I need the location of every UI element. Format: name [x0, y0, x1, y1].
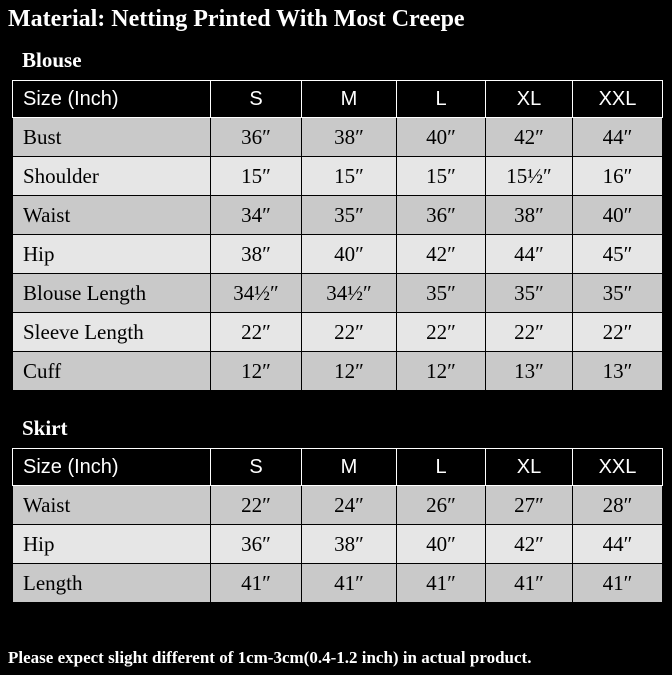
table-cell: 36″ — [211, 118, 302, 157]
table-cell: 42″ — [486, 118, 573, 157]
row-label: Blouse Length — [13, 274, 211, 313]
table-row — [13, 274, 663, 313]
table-cell: 41″ — [397, 564, 486, 603]
table-cell: 40″ — [573, 196, 663, 235]
table-cell: 44″ — [573, 118, 663, 157]
header-size-l: L — [397, 81, 486, 118]
table-cell: 16″ — [573, 157, 663, 196]
table-cell: 41″ — [211, 564, 302, 603]
header-size-label: Size (Inch) — [13, 449, 211, 486]
header-size-s: S — [211, 449, 302, 486]
row-label: Hip — [13, 235, 211, 274]
header-size-l: L — [397, 449, 486, 486]
table-cell: 12″ — [302, 352, 397, 391]
table-cell: 15″ — [211, 157, 302, 196]
header-size-xl: XL — [486, 449, 573, 486]
table-row — [13, 525, 663, 564]
table-cell: 45″ — [573, 235, 663, 274]
table-cell: 44″ — [573, 525, 663, 564]
table-cell: 28″ — [573, 486, 663, 525]
header-size-s: S — [211, 81, 302, 118]
table-cell: 35″ — [397, 274, 486, 313]
row-label: Shoulder — [13, 157, 211, 196]
table-cell: 22″ — [397, 313, 486, 352]
table-cell: 35″ — [302, 196, 397, 235]
row-label: Waist — [13, 486, 211, 525]
table-cell: 22″ — [211, 486, 302, 525]
row-label: Bust — [13, 118, 211, 157]
blouse-section-label: Blouse — [22, 48, 82, 72]
row-label: Hip — [13, 525, 211, 564]
table-cell: 42″ — [397, 235, 486, 274]
table-cell: 24″ — [302, 486, 397, 525]
table-cell: 22″ — [302, 313, 397, 352]
table-cell: 41″ — [486, 564, 573, 603]
table-cell: 15″ — [302, 157, 397, 196]
table-header-row — [13, 81, 663, 118]
table-row — [13, 235, 663, 274]
table-cell: 38″ — [211, 235, 302, 274]
skirt-size-table — [12, 448, 663, 603]
table-cell: 34″ — [211, 196, 302, 235]
header-size-label: Size (Inch) — [13, 81, 211, 118]
table-cell: 13″ — [573, 352, 663, 391]
table-row — [13, 157, 663, 196]
table-cell: 34½″ — [302, 274, 397, 313]
table-row — [13, 313, 663, 352]
skirt-section-label: Skirt — [22, 416, 68, 440]
table-cell: 41″ — [573, 564, 663, 603]
table-cell: 41″ — [302, 564, 397, 603]
table-header-row — [13, 449, 663, 486]
header-size-xxl: XXL — [573, 81, 663, 118]
table-row — [13, 564, 663, 603]
row-label: Sleeve Length — [13, 313, 211, 352]
table-cell: 40″ — [397, 118, 486, 157]
header-size-m: M — [302, 81, 397, 118]
table-cell: 42″ — [486, 525, 573, 564]
table-row — [13, 196, 663, 235]
header-size-m: M — [302, 449, 397, 486]
table-cell: 44″ — [486, 235, 573, 274]
table-cell: 40″ — [302, 235, 397, 274]
table-row — [13, 118, 663, 157]
table-cell: 34½″ — [211, 274, 302, 313]
table-cell: 38″ — [302, 525, 397, 564]
row-label: Length — [13, 564, 211, 603]
table-cell: 22″ — [573, 313, 663, 352]
header-size-xxl: XXL — [573, 449, 663, 486]
table-cell: 35″ — [486, 274, 573, 313]
table-cell: 12″ — [211, 352, 302, 391]
blouse-size-table — [12, 80, 663, 391]
table-cell: 36″ — [211, 525, 302, 564]
table-cell: 40″ — [397, 525, 486, 564]
table-row — [13, 486, 663, 525]
table-cell: 36″ — [397, 196, 486, 235]
table-cell: 22″ — [211, 313, 302, 352]
table-cell: 22″ — [486, 313, 573, 352]
table-cell: 12″ — [397, 352, 486, 391]
table-cell: 35″ — [573, 274, 663, 313]
table-cell: 38″ — [302, 118, 397, 157]
row-label: Waist — [13, 196, 211, 235]
table-cell: 15″ — [397, 157, 486, 196]
table-cell: 26″ — [397, 486, 486, 525]
table-row — [13, 352, 663, 391]
table-cell: 13″ — [486, 352, 573, 391]
table-cell: 15½″ — [486, 157, 573, 196]
header-size-xl: XL — [486, 81, 573, 118]
table-cell: 38″ — [486, 196, 573, 235]
page-title: Material: Netting Printed With Most Creepe — [8, 6, 465, 32]
row-label: Cuff — [13, 352, 211, 391]
table-cell: 27″ — [486, 486, 573, 525]
footnote: Please expect slight different of 1cm-3cm(0.4-1.2 inch) in actual product. — [8, 648, 532, 667]
